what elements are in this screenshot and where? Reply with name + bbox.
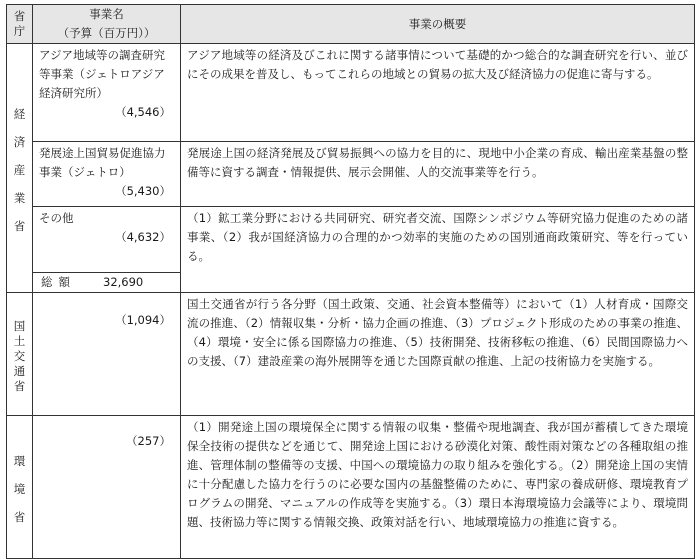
ministry-cell-moe [7, 416, 33, 559]
ministry-cell-mlit [7, 293, 33, 416]
header-budget-note: （予算（百万円）） [57, 26, 156, 40]
project-description: （1）開発途上国の環境保全に関する情報の収集・整備や現地調査、我が国が蓄積してきた環境保全技術の提供などを通じて、開発途上国における砂漠化対策、酸性雨対策などの各種取組の推進、管理体制の整備等の支援、中国への環境協力の取り組みを強化する。（2）開発途上国の実情に十分配慮した協力を行うのに必要な国内の基盤整備のために、専門家の養成研修、環境教育プログラムの開発、マニュアルの作成等を実施する。（3）環日本海環境協力会議等により、環境問題、技術協力等に関する情報交換、政策対話を行い、地域環境協力の推進に資する。 [181, 416, 695, 559]
projects-table [6, 4, 695, 559]
project-description: （1）鉱工業分野における共同研究、研究者交流、国際シンポジウム等研究協力促進のための諸事業、（2）我が国経済協力の合理的かつ効率的実施のための国別通商政策研究、等を行っている。 [181, 207, 695, 293]
ministry-label-moe: 環境省 [13, 454, 26, 524]
project-budget: （257） [126, 434, 171, 448]
project-name: アジア地域等の調査研究等事業（ジェトロアジア経済研究所） [39, 48, 166, 100]
project-budget: （5,430） [115, 184, 171, 198]
table-row [7, 44, 695, 142]
total-cell [33, 273, 181, 293]
project-cell [33, 293, 181, 416]
table-row [7, 416, 695, 559]
project-name: その他 [39, 211, 74, 225]
ministry-label-meti: 経済産業省 [13, 107, 26, 233]
table-row [7, 293, 695, 416]
project-budget: （4,632） [115, 230, 171, 244]
project-budget: （4,546） [115, 105, 171, 119]
header-project-name: 事業名 [89, 7, 124, 21]
project-description: 国土交通省が行う各分野（国土政策、交通、社会資本整備等）において（1）人材育成・国際交流の推進、（2）情報収集・分析・協力企画の推進、（3）プロジェクト形成のための事業の推進、（4）環境・安全に係る国際協力の推進、（5）技術開発、技術移転の推進、（6）民間国際協力への支援、（7）建設産業の海外展開等を通じた国際貢献の推進、上記の技術協力を実施する。 [181, 293, 695, 416]
project-name: 発展途上国貿易促進協力事業（ジェトロ） [39, 146, 166, 179]
project-description: アジア地域等の経済及びこれに関する諸事情について基礎的かつ総合的な調査研究を行い、並びにその成果を普及し、もってこれらの地域との貿易の拡大及び経済協力の促進に寄与する。 [181, 44, 695, 142]
project-cell [33, 142, 181, 207]
project-cell [33, 416, 181, 559]
total-label: 総額 [41, 275, 76, 289]
project-cell [33, 207, 181, 273]
table-row [7, 207, 695, 273]
table-row [7, 142, 695, 207]
project-cell [33, 44, 181, 142]
header-ministry-label: 省庁 [13, 9, 26, 38]
header-row [7, 5, 695, 44]
header-overview: 事業の概要 [181, 5, 695, 44]
project-budget: （1,094） [115, 313, 171, 327]
header-ministry [7, 5, 33, 44]
ministry-cell-meti [7, 44, 33, 293]
total-value: 32,690 [103, 275, 144, 289]
ministry-label-mlit: 国土交通省 [13, 318, 26, 393]
header-project [33, 5, 181, 44]
project-description: 発展途上国の経済発展及び貿易振興への協力を目的に、現地中小企業の育成、輸出産業基盤の整備等に資する調査・情報提供、展示会開催、人的交流事業等を行う。 [181, 142, 695, 207]
